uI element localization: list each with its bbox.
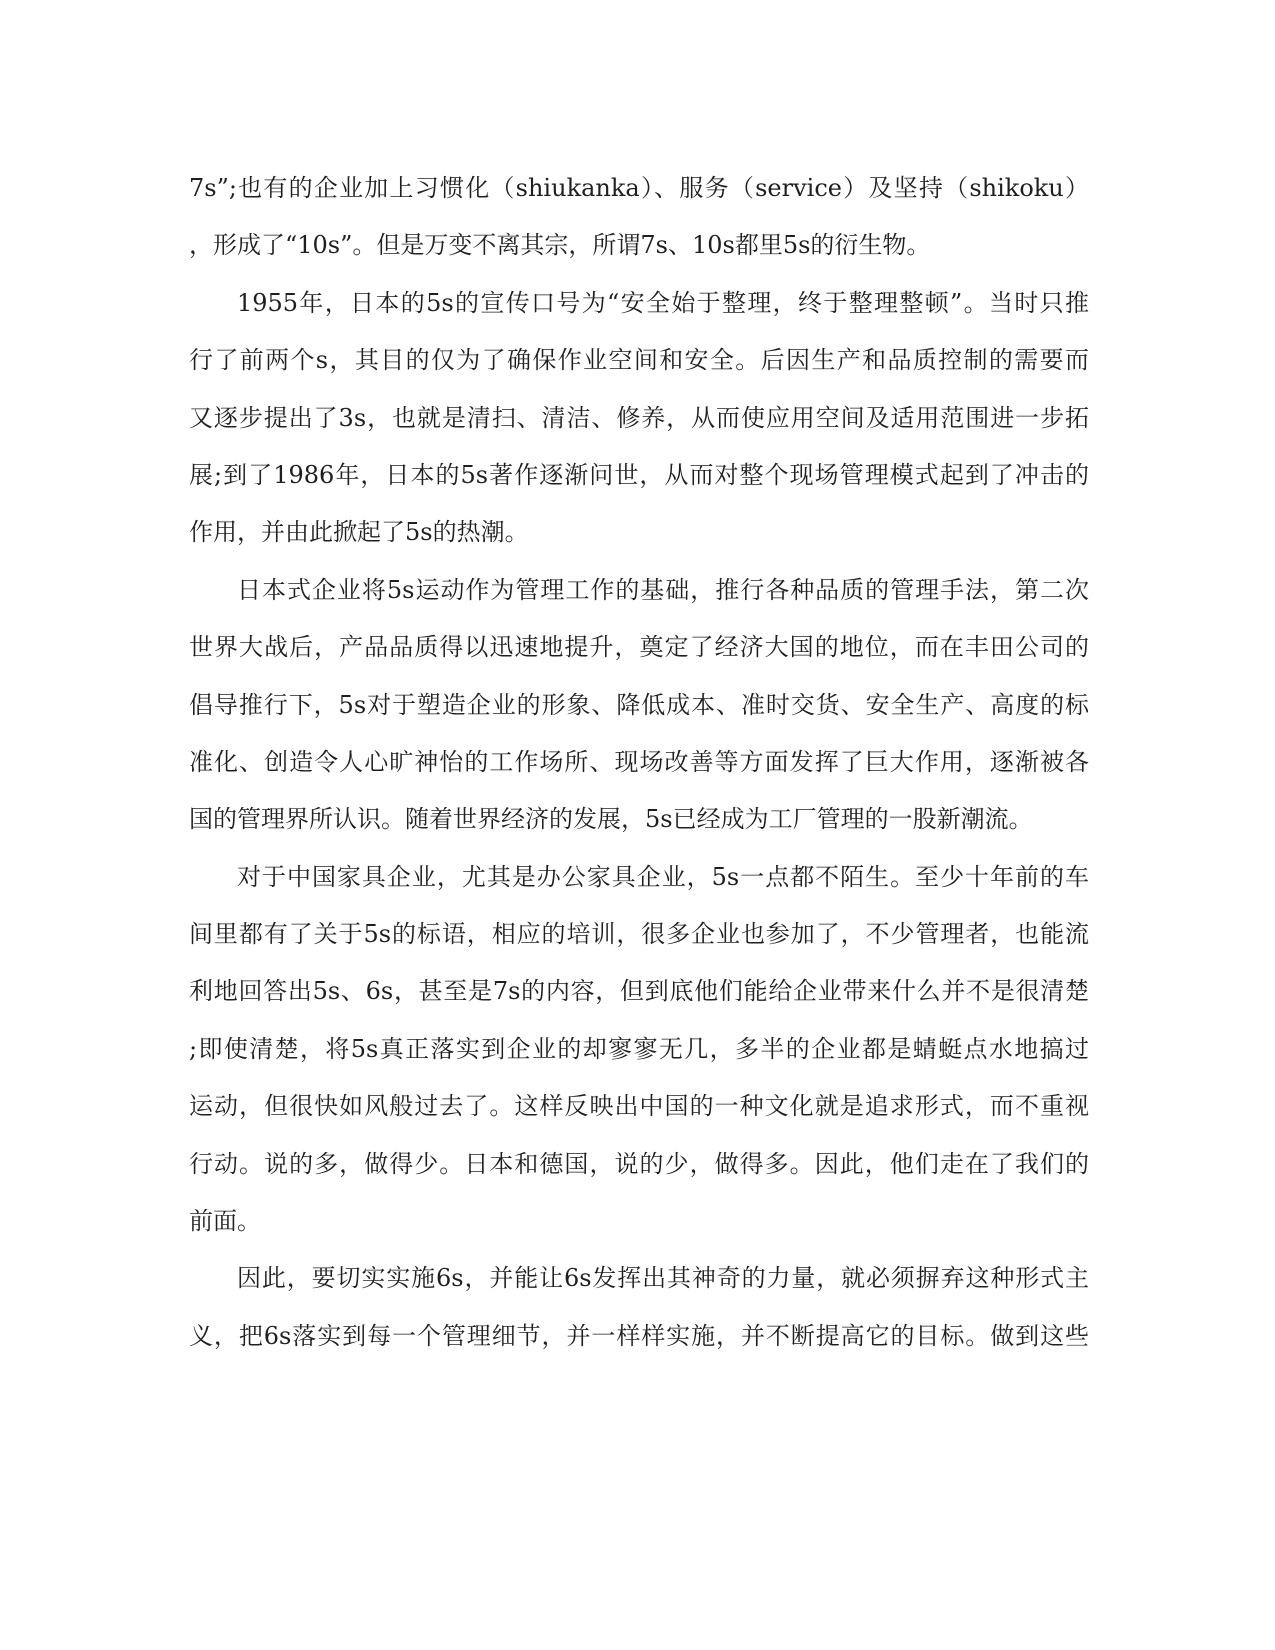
text-line: 又逐步提出了3s，也就是清扫、清洁、修养，从而使应用空间及适用范围进一步拓	[189, 403, 1089, 432]
text-line: 运动，但很快如风般过去了。这样反映出中国的一种文化就是追求形式，而不重视	[189, 1092, 1089, 1121]
document-body	[189, 160, 1089, 1365]
paragraph-start-line: 因此，要切实实施6s，并能让6s发挥出其神奇的力量，就必须摒弃这种形式主	[237, 1264, 1089, 1293]
text-line: 行动。说的多，做得少。日本和德国，说的少，做得多。因此，他们走在了我们的	[189, 1149, 1089, 1178]
text-line: 倡导推行下，5s对于塑造企业的形象、降低成本、准时交货、安全生产、高度的标	[189, 690, 1089, 719]
text-line: 7s”;也有的企业加上习惯化（shiukanka）、服务（service）及坚持（shikoku）	[189, 174, 1089, 202]
paragraph-start-line: 对于中国家具企业，尤其是办公家具企业，5s一点都不陌生。至少十年前的车	[237, 862, 1089, 891]
text-line: 行了前两个s，其目的仅为了确保作业空间和安全。后因生产和品质控制的需要而	[189, 346, 1089, 375]
text-line: 利地回答出5s、6s，甚至是7s的内容，但到底他们能给企业带来什么并不是很清楚	[189, 977, 1089, 1006]
text-line: 展;到了1986年，日本的5s著作逐渐问世，从而对整个现场管理模式起到了冲击的	[189, 460, 1089, 489]
text-line: 前面。	[189, 1207, 261, 1236]
paragraph-start-line: 1955年，日本的5s的宣传口号为“安全始于整理，终于整理整顿”。当时只推	[237, 288, 1089, 317]
text-line: 间里都有了关于5s的标语，相应的培训，很多企业也参加了，不少管理者，也能流	[189, 920, 1089, 949]
text-line: ;即使清楚，将5s真正落实到企业的却寥寥无几，多半的企业都是蜻蜓点水地搞过	[189, 1034, 1089, 1063]
text-line: 义，把6s落实到每一个管理细节，并一样样实施，并不断提高它的目标。做到这些	[189, 1321, 1089, 1350]
text-line: 准化、创造令人心旷神怡的工作场所、现场改善等方面发挥了巨大作用，逐渐被各	[189, 747, 1089, 776]
text-line: 作用，并由此掀起了5s的热潮。	[189, 518, 529, 547]
text-line: 国的管理界所认识。随着世界经济的发展，5s已经成为工厂管理的一股新潮流。	[189, 805, 1033, 834]
text-line: 世界大战后，产品品质得以迅速地提升，奠定了经济大国的地位，而在丰田公司的	[189, 633, 1089, 662]
paragraph-start-line: 日本式企业将5s运动作为管理工作的基础，推行各种品质的管理手法，第二次	[237, 575, 1089, 604]
text-line: ，形成了“10s”。但是万变不离其宗，所谓7s、10s都里5s的衍生物。	[189, 231, 931, 260]
